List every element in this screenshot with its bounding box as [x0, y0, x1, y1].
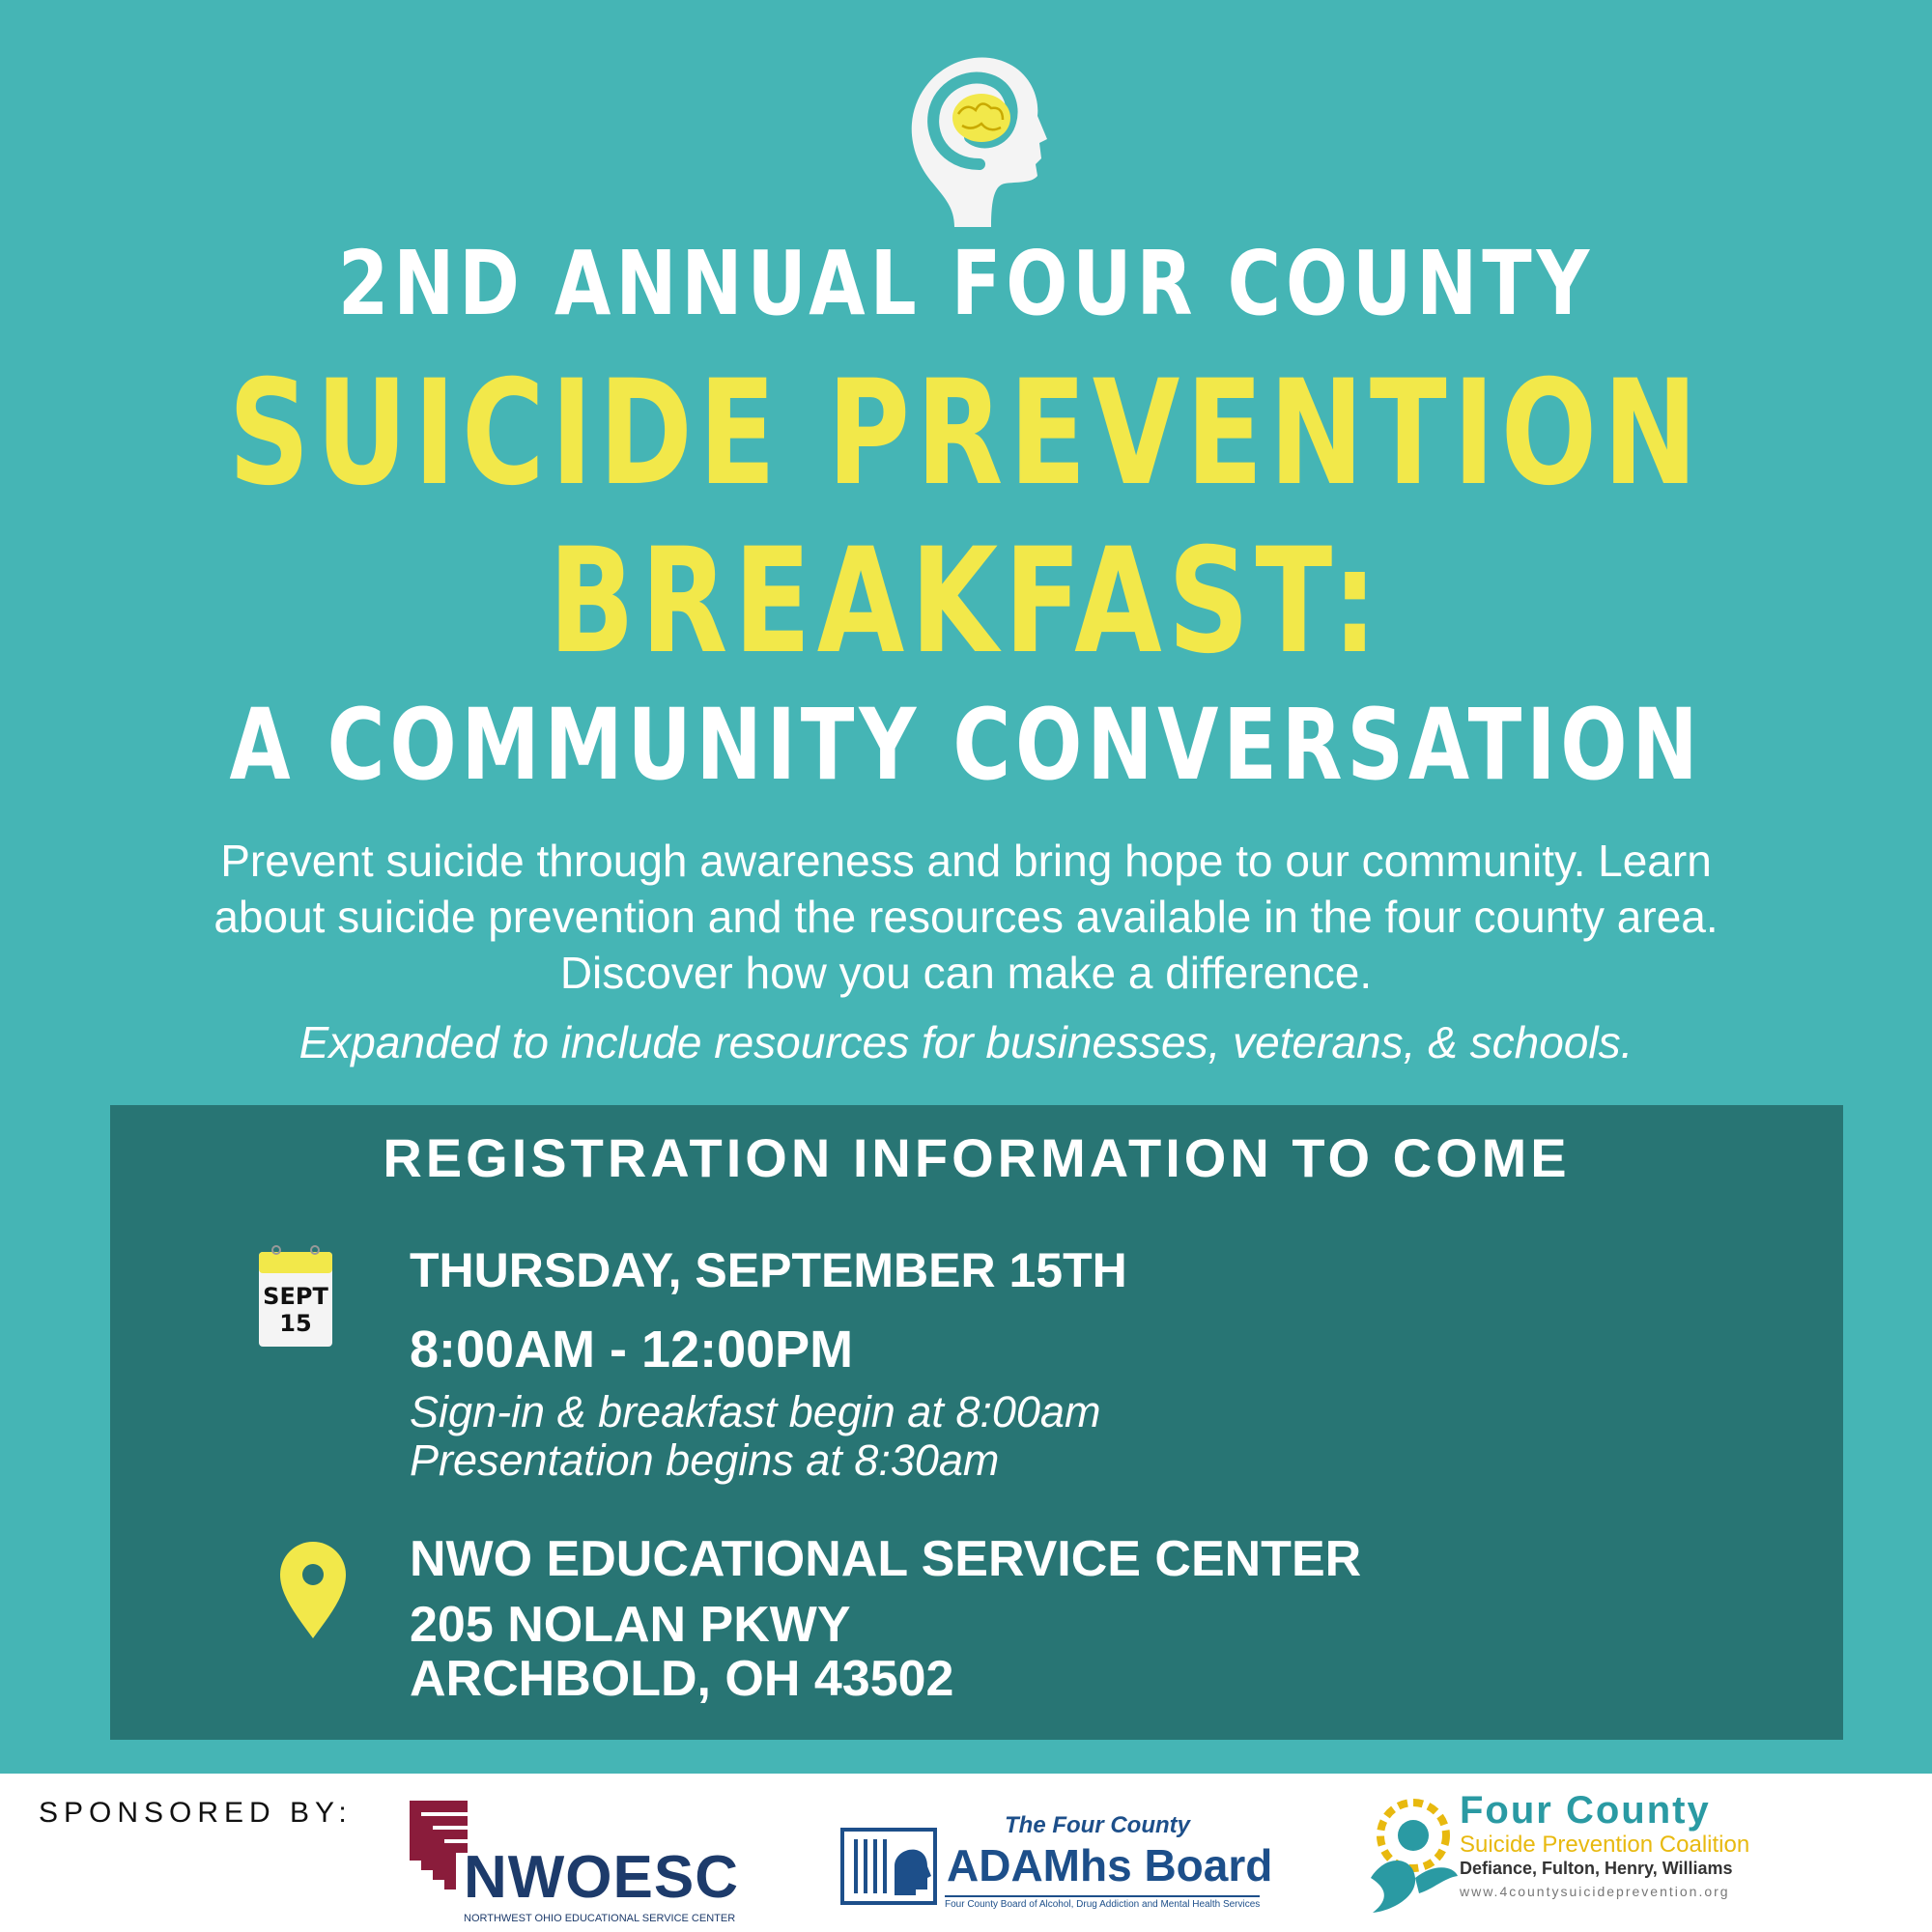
location-pin-icon [278, 1540, 348, 1640]
adamhs-head-icon [840, 1828, 937, 1905]
headline-annual: 2ND ANNUAL FOUR COUNTY [337, 232, 1595, 335]
event-note-presentation: Presentation begins at 8:30am [410, 1435, 1000, 1485]
intro-paragraph [97, 833, 1835, 1001]
fcspc-name: Four County [1460, 1789, 1711, 1832]
venue-street: 205 NOLAN PKWY [410, 1597, 851, 1653]
nwoesc-name: NWOESC [464, 1844, 739, 1911]
adamhs-top-line: The Four County [1005, 1812, 1190, 1838]
adamhs-logo [840, 1812, 1273, 1918]
headline-breakfast: BREAKFAST: [548, 518, 1384, 686]
registration-heading: REGISTRATION INFORMATION TO COME [383, 1127, 1571, 1188]
fcspc-logo [1357, 1785, 1898, 1925]
expanded-note: Expanded to include resources for businesses, veterans, & schools. [298, 1017, 1634, 1067]
calendar-month: SEPT [263, 1283, 328, 1310]
adamhs-name: ADAMhs Board [947, 1840, 1273, 1890]
event-time: 8:00AM - 12:00PM [410, 1321, 854, 1378]
intro-line: Prevent suicide through awareness and bring hope to our community. Learn [220, 836, 1712, 886]
venue-city: ARCHBOLD, OH 43502 [410, 1651, 954, 1707]
nwoesc-logo [406, 1793, 739, 1924]
headline-community-conversation: A COMMUNITY CONVERSATION [229, 688, 1703, 803]
sponsored-by-label: SPONSORED BY: [39, 1797, 353, 1829]
sponsor-footer [0, 1774, 1932, 1932]
event-info-panel [110, 1105, 1843, 1740]
intro-line: about suicide prevention and the resources available in the four county area. [213, 892, 1719, 942]
nwoesc-subtitle: NORTHWEST OHIO EDUCATIONAL SERVICE CENTER [464, 1913, 736, 1924]
fcspc-counties: Defiance, Fulton, Henry, Williams [1460, 1859, 1733, 1878]
headline-suicide-prevention: SUICIDE PREVENTION [228, 350, 1704, 518]
fcspc-url: www.4countysuicideprevention.org [1460, 1884, 1730, 1899]
intro-line: Discover how you can make a difference. [559, 948, 1373, 998]
adamhs-subtitle: Four County Board of Alcohol, Drug Addiction and Mental Health Services [945, 1895, 1260, 1910]
fcspc-sun-icon [1357, 1785, 1463, 1920]
head-brain-icon [887, 39, 1061, 232]
event-date: THURSDAY, SEPTEMBER 15TH [410, 1243, 1127, 1297]
calendar-icon [257, 1240, 334, 1349]
calendar-day: 15 [279, 1310, 312, 1337]
venue-name: NWO EDUCATIONAL SERVICE CENTER [410, 1531, 1362, 1587]
fcspc-coalition: Suicide Prevention Coalition [1460, 1832, 1750, 1858]
event-note-signin: Sign-in & breakfast begin at 8:00am [410, 1387, 1101, 1436]
